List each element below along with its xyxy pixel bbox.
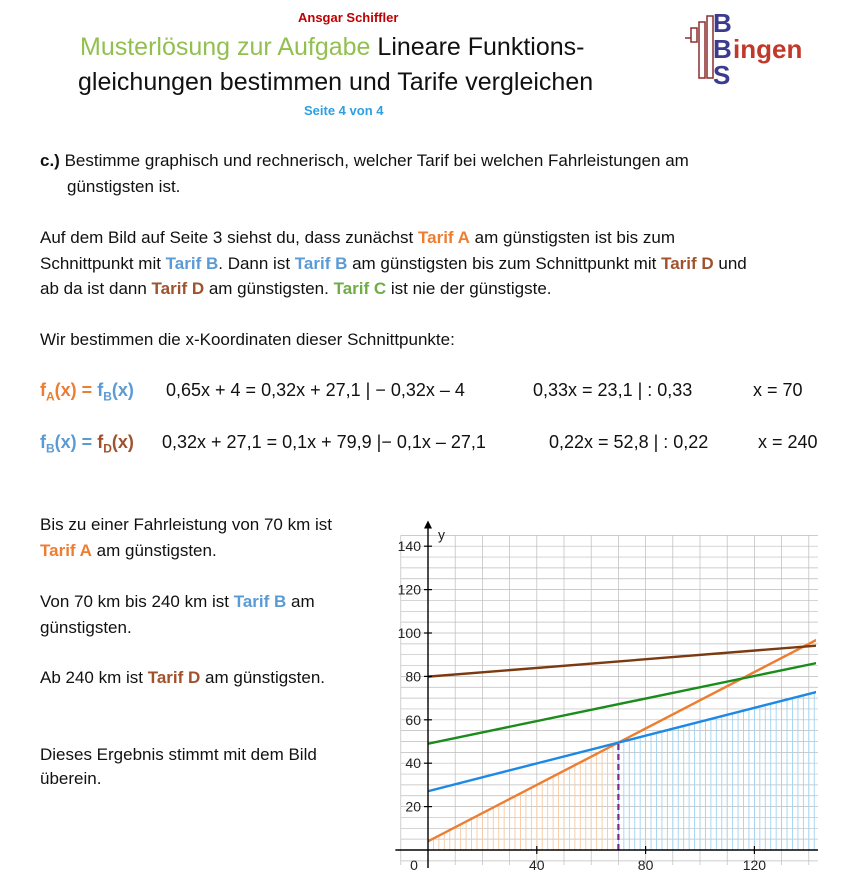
conclusion-2b: günstigsten. (40, 618, 132, 637)
logo-letter-s: S (713, 60, 731, 88)
equation-result: x = 240 (758, 432, 818, 452)
fa-arg: (x) (54, 380, 77, 400)
x-tick-label: 80 (637, 857, 654, 873)
fd-arg: (x) (111, 432, 134, 452)
equation-step1: 0,65x + 4 = 0,32x + 27,1 | − 0,32x – 4 (166, 380, 465, 400)
eq-sign: = (76, 380, 98, 400)
logo-letter-b2: B (713, 34, 732, 64)
conclusion-4a: Dieses Ergebnis stimmt mit dem Bild (40, 745, 317, 764)
conclusion-text: am günstigsten. (91, 541, 217, 560)
eq-sign: = (76, 432, 98, 452)
intro-text: ist nie der günstigste. (386, 279, 552, 298)
tarif-d-label: Tarif D (151, 279, 205, 298)
conclusion-4b: überein. (40, 769, 102, 788)
task-text1: Bestimme graphisch und rechnerisch, welcher Tarif bei welchen Fahrleistungen am (59, 151, 689, 170)
tarif-b-label: Tarif B (165, 254, 219, 273)
y-tick-label: 60 (405, 711, 421, 728)
conclusion-1a: Bis zu einer Fahrleistung von 70 km ist (40, 515, 332, 534)
fb-subscript: B (46, 441, 55, 456)
equation-lhs (40, 432, 134, 456)
chart-grid (401, 535, 818, 865)
tarif-d-label: Tarif D (147, 668, 201, 687)
y-tick-label: 80 (405, 668, 421, 685)
y-tick-label: 20 (405, 798, 421, 815)
fb-arg: (x) (111, 380, 134, 400)
intro-text: . Dann ist (218, 254, 295, 273)
equation-step1: 0,32x + 27,1 = 0,1x + 79,9 |− 0,1x – 27,1 (162, 432, 486, 452)
intro-text: ab da ist dann (40, 279, 152, 298)
y-axis-arrow-icon (424, 521, 432, 529)
y-axis-label: y (438, 526, 445, 543)
intro-line3 (40, 276, 552, 301)
tarif-d-label: Tarif D (661, 254, 714, 273)
intro-text: Schnittpunkt mit (40, 254, 166, 273)
equation-step2: 0,22x = 52,8 | : 0,22 (549, 432, 709, 452)
conclusion-1b (40, 538, 217, 563)
equation-step2: 0,33x = 23,1 | : 0,33 (533, 380, 693, 400)
chart-fills (428, 606, 818, 850)
task-label: c.) (40, 151, 60, 170)
y-tick-label: 120 (397, 581, 421, 598)
page-title-line2: gleichungen bestimmen und Tarife vergleichen (78, 68, 594, 96)
intro-line2 (40, 251, 747, 276)
author-name: Ansgar Schiffler (298, 10, 399, 25)
fd-symbol: f (97, 432, 104, 452)
conclusion-text: Von 70 km bis 240 km ist (40, 592, 234, 611)
origin-label: 0 (410, 857, 418, 873)
tarif-b-label: Tarif B (233, 592, 287, 611)
conclusion-text: am (286, 592, 315, 611)
x-tick-label: 40 (529, 857, 545, 873)
intro-text: und (713, 254, 747, 273)
tariff-chart (388, 505, 818, 877)
tarif-b-label: Tarif B (294, 254, 348, 273)
fd-subscript: D (103, 441, 112, 456)
conclusion-2a (40, 589, 315, 614)
intro-text: Auf dem Bild auf Seite 3 siehst du, dass zunächst (40, 228, 418, 247)
equation-lhs (40, 380, 134, 404)
logo-word: ingen (733, 34, 803, 64)
bbs-bingen-logo (683, 8, 823, 88)
page-number: Seite 4 von 4 (304, 103, 384, 118)
intro-text: am günstigsten ist bis zum (469, 228, 675, 247)
fb-arg: (x) (54, 432, 77, 452)
x-tick-label: 120 (742, 857, 767, 873)
intersection-intro: Wir bestimmen die x-Koordinaten dieser Schnittpunkte: (40, 330, 455, 349)
title-rest: Lineare Funktions- (370, 33, 585, 61)
y-tick-label: 100 (397, 625, 421, 641)
logo-letter-b1: B (713, 8, 732, 38)
logo-pillars-icon (685, 16, 713, 78)
fa-symbol: f (40, 380, 46, 400)
task-line1 (40, 148, 689, 173)
fb-symbol: f (40, 432, 46, 452)
equation-row-1 (40, 380, 840, 406)
tarif-c-label: Tarif C (333, 279, 387, 298)
task-line2: günstigsten ist. (67, 177, 181, 196)
conclusion-3 (40, 665, 325, 690)
intro-text: am günstigsten. (204, 279, 334, 298)
fb-symbol: f (97, 380, 104, 400)
y-tick-label: 40 (405, 755, 421, 772)
conclusion-text: am günstigsten. (200, 668, 326, 687)
y-tick-label: 140 (397, 538, 421, 555)
fb-subscript: B (103, 389, 112, 404)
intro-text: am günstigsten bis zum Schnittpunkt mit (347, 254, 662, 273)
intro-line1 (40, 225, 675, 250)
conclusion-text: Ab 240 km ist (40, 668, 148, 687)
title-highlight: Musterlösung zur Aufgabe (80, 33, 371, 61)
page-title-line1 (80, 33, 584, 62)
tarif-a-label: Tarif A (40, 541, 92, 560)
equation-row-2 (40, 432, 840, 458)
equation-result: x = 70 (753, 380, 803, 400)
fa-subscript: A (46, 389, 55, 404)
tarif-a-label: Tarif A (418, 228, 470, 247)
